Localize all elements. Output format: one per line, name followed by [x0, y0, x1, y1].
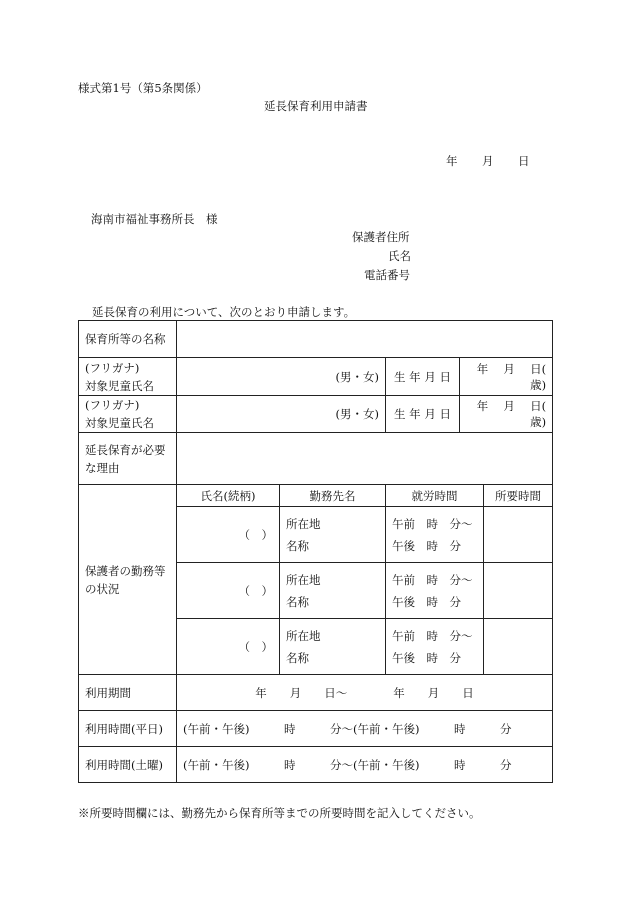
- work-hours-input[interactable]: [386, 563, 484, 619]
- child-label: [79, 396, 177, 433]
- work-hours-input[interactable]: [386, 619, 484, 675]
- reason-input[interactable]: [177, 433, 553, 485]
- pm-line: 午後 時 分: [392, 650, 461, 665]
- guardian-name-input[interactable]: [177, 563, 280, 619]
- child-row: [79, 358, 553, 396]
- birth-date-input[interactable]: 年 月 日( 歳): [460, 358, 553, 396]
- workplace-name-label: 名称: [286, 594, 309, 609]
- period-label: 利用期間: [79, 675, 177, 711]
- document-title: 延長保育利用申請書: [264, 99, 368, 113]
- gender-choice[interactable]: (男・女): [335, 369, 379, 384]
- facility-label: 保育所等の名称: [79, 321, 177, 358]
- header-commute: 所要時間: [484, 485, 553, 507]
- workplace-input[interactable]: [280, 507, 386, 563]
- date-month: 月: [482, 154, 494, 168]
- period-row: [79, 675, 553, 711]
- child-name-input[interactable]: [177, 358, 386, 396]
- header-hours: 就労時間: [386, 485, 484, 507]
- guardian-name-input[interactable]: [177, 507, 280, 563]
- applicant-address-label: 保護者住所: [352, 230, 410, 244]
- footnote: ※所要時間欄には、勤務先から保育所等までの所要時間を記入してください。: [78, 806, 481, 820]
- child-label: [79, 358, 177, 396]
- form-number: 様式第1号（第5条関係）: [78, 81, 208, 95]
- saturday-label: 利用時間(土曜): [79, 747, 177, 783]
- location-label: 所在地: [286, 572, 321, 587]
- child-row: [79, 396, 553, 433]
- reason-label-line2: な理由: [85, 460, 120, 475]
- relation-paren: （ ）: [238, 583, 273, 598]
- intro-text: 延長保育の利用について、次のとおり申請します。: [92, 305, 356, 319]
- relation-paren: （ ）: [238, 639, 273, 654]
- am-line: 午前 時 分～: [392, 572, 473, 587]
- date-day: 日: [518, 154, 530, 168]
- workplace-name-label: 名称: [286, 538, 309, 553]
- workplace-input[interactable]: [280, 619, 386, 675]
- workplace-name-label: 名称: [286, 650, 309, 665]
- child-name-label: 対象児童氏名: [85, 378, 154, 393]
- header-name: 氏名(続柄): [177, 485, 280, 507]
- addressee: 海南市福祉事務所長 様: [91, 212, 218, 226]
- kana-label: (フリガナ): [85, 398, 140, 412]
- guardian-label: [79, 485, 177, 675]
- birth-date-input[interactable]: 年 月 日( 歳): [460, 396, 553, 433]
- reason-row: [79, 433, 553, 485]
- birth-label: 生 年 月 日: [386, 396, 460, 433]
- saturday-time-input[interactable]: (午前・午後) 時 分～(午前・午後) 時 分: [177, 747, 553, 783]
- weekday-row: [79, 711, 553, 747]
- applicant-name-label: 氏名: [388, 249, 411, 263]
- reason-label: [79, 433, 177, 485]
- workplace-input[interactable]: [280, 563, 386, 619]
- commute-input[interactable]: [484, 563, 553, 619]
- gender-choice[interactable]: (男・女): [335, 407, 379, 421]
- application-table: [78, 320, 573, 783]
- applicant-phone-label: 電話番号: [364, 268, 410, 282]
- location-label: 所在地: [286, 516, 321, 531]
- period-input[interactable]: 年 月 日～ 年 月 日: [177, 675, 553, 711]
- work-hours-input[interactable]: [386, 507, 484, 563]
- weekday-time-input[interactable]: (午前・午後) 時 分～(午前・午後) 時 分: [177, 711, 553, 747]
- relation-paren: （ ）: [238, 527, 273, 542]
- guardian-header-row: [79, 485, 553, 507]
- location-label: 所在地: [286, 628, 321, 643]
- kana-label: (フリガナ): [85, 360, 140, 375]
- guardian-label-line1: 保護者の勤務等: [85, 563, 166, 578]
- header-workplace: 勤務先名: [280, 485, 386, 507]
- facility-input[interactable]: [177, 321, 553, 358]
- pm-line: 午後 時 分: [392, 538, 461, 553]
- reason-label-line1: 延長保育が必要: [85, 442, 166, 457]
- saturday-row: [79, 747, 553, 783]
- birth-label: 生 年 月 日: [386, 358, 460, 396]
- am-line: 午前 時 分～: [392, 628, 473, 643]
- commute-input[interactable]: [484, 507, 553, 563]
- child-name-input[interactable]: [177, 396, 386, 433]
- child-name-label: 対象児童氏名: [85, 416, 154, 430]
- facility-row: [79, 321, 553, 358]
- guardian-name-input[interactable]: [177, 619, 280, 675]
- weekday-label: 利用時間(平日): [79, 711, 177, 747]
- commute-input[interactable]: [484, 619, 553, 675]
- guardian-label-line2: の状況: [85, 581, 120, 596]
- date-year: 年: [446, 154, 458, 168]
- pm-line: 午後 時 分: [392, 594, 461, 609]
- am-line: 午前 時 分～: [392, 516, 473, 531]
